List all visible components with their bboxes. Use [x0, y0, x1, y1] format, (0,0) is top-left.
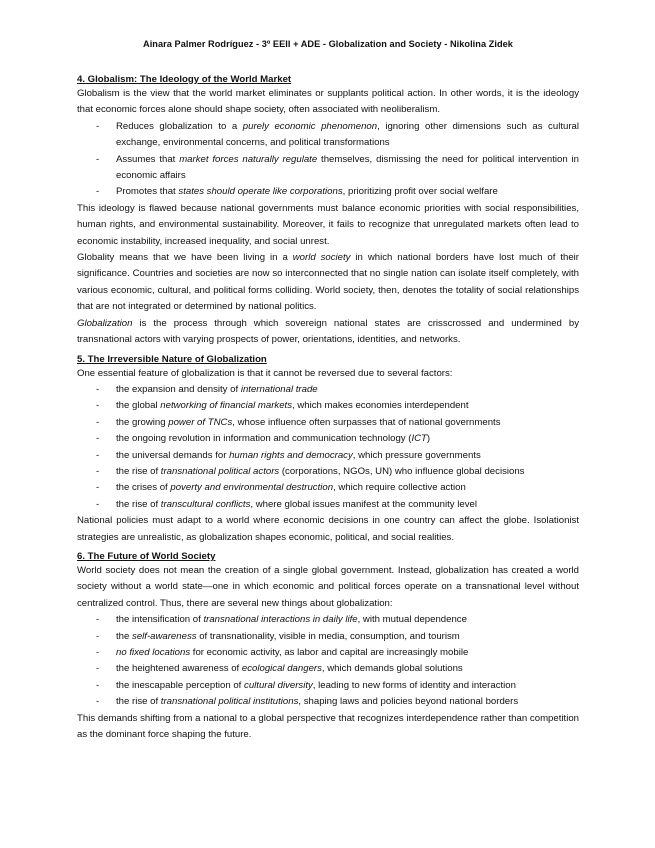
list-item: - the rise of transnational political actors (corporations, NGOs, UN) who influence global decisions	[77, 464, 579, 480]
list-item: - no fixed locations for economic activity, as labor and capital are increasingly mobile	[77, 645, 579, 661]
section-future-world-society	[77, 551, 579, 743]
list-item: - the growing power of TNCs, whose influence often surpasses that of national governments	[77, 415, 579, 431]
bullet-list	[77, 612, 579, 710]
list-item: - the universal demands for human rights and democracy, which pressure governments	[77, 448, 579, 464]
list-item: - the expansion and density of international trade	[77, 382, 579, 398]
bullet-list	[77, 382, 579, 513]
document-header: Ainara Palmer Rodríguez - 3º EEII + ADE - Globalization and Society - Nikolina Zidek	[143, 39, 513, 49]
section-globalism	[77, 74, 579, 349]
list-item: - the inescapable perception of cultural diversity, leading to new forms of identity and interaction	[77, 678, 579, 694]
paragraph: This ideology is flawed because national governments must balance economic priorities with social responsibilities, human rights, and environmental sustainability. Moreover, it fails to recognize that unregulated markets often lead to economic instability, increased inequality, and social unrest.	[77, 202, 579, 247]
list-item: - the rise of transnational political institutions, shaping laws and policies beyond national borders	[77, 694, 579, 710]
section-irreversible-nature	[77, 354, 579, 546]
list-item: - the intensification of transnational interactions in daily life, with mutual dependence	[77, 612, 579, 628]
paragraph: World society does not mean the creation of a single global government. Instead, globalization has created a world society without a world state—one in which economic and political forces operate on a transnational level without centralized control. Thus, there are several new things about globalization:	[77, 564, 579, 609]
section-title: 4. Globalism: The Ideology of the World Market	[77, 74, 292, 85]
section-title: 6. The Future of World Society	[77, 550, 216, 562]
list-item: - the heightened awareness of ecological dangers, which demands global solutions	[77, 661, 579, 677]
paragraph: Globality means that we have been living in a world society in which national borders have lost much of their significance. Countries and societies are now so interconnected that no single nation can isolate itself completely, with various economic, cultural, and political forms colliding. World society, then, denotes the totality of social relationships that are not integrated or determined by national politics.	[77, 252, 579, 313]
bullet-list	[77, 119, 579, 201]
list-item: - the ongoing revolution in information and communication technology (ICT)	[77, 431, 579, 447]
paragraph: Globalism is the view that the world market eliminates or supplants political action. In other words, it is the ideology that economic forces alone should shape society, often associated with neoliberalism.	[77, 88, 579, 116]
list-item: - Reduces globalization to a purely economic phenomenon, ignoring other dimensions such as cultural exchange, environmental concerns, and political transformations	[77, 119, 579, 152]
list-item: - the rise of transcultural conflicts, where global issues manifest at the community level	[77, 497, 579, 513]
paragraph: Globalization is the process through which sovereign national states are crisscrossed and undermined by transnational actors with varying prospects of power, orientations, identities, and networks.	[77, 317, 579, 346]
list-item: - the self-awareness of transnationality, visible in media, consumption, and tourism	[77, 629, 579, 645]
list-item: - Promotes that states should operate like corporations, prioritizing profit over social welfare	[77, 184, 579, 200]
list-item: - the global networking of financial markets, which makes economies interdependent	[77, 398, 579, 414]
paragraph: One essential feature of globalization is that it cannot be reversed due to several factors:	[77, 367, 453, 379]
section-title: 5. The Irreversible Nature of Globalization	[77, 353, 267, 365]
paragraph: This demands shifting from a national to a global perspective that recognizes interdependence rather than competition as the dominant force shaping the future.	[77, 712, 579, 741]
paragraph: National policies must adapt to a world where economic decisions in one country can affect the globe. Isolationist strategies are unrealistic, as globalization shapes economic, political, and social realities.	[77, 515, 579, 543]
list-item: - the crises of poverty and environmental destruction, which require collective action	[77, 480, 579, 496]
list-item: - Assumes that market forces naturally regulate themselves, dismissing the need for political intervention in economic affairs	[77, 152, 579, 185]
